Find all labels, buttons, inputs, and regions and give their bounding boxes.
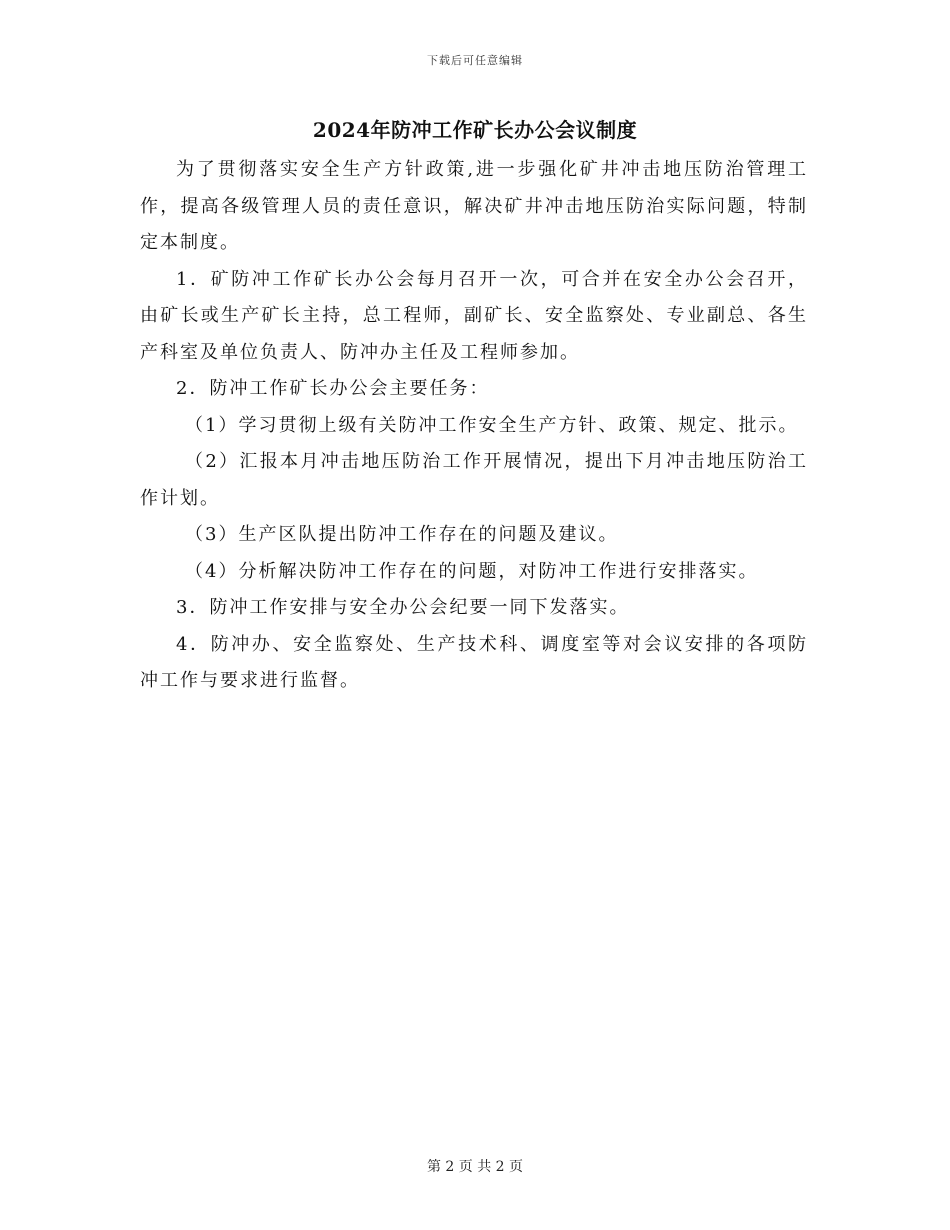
document-body [140, 152, 808, 700]
clause-3-paragraph: 3．防冲工作安排与安全办公会纪要一同下发落实。 [176, 597, 630, 618]
clause-2-item-4: （4）分析解决防冲工作存在的问题，对防冲工作进行安排落实。 [185, 560, 759, 582]
page-footer-page-number: 第 2 页 共 2 页 [426, 1159, 524, 1175]
clause-4-paragraph: 4．防冲办、安全监察处、生产技术科、调度室等对会议安排的各项防冲工作与要求进行监督。 [140, 633, 808, 691]
clause-2-item-2: （2）汇报本月冲击地压防治工作开展情况，提出下月冲击地压防治工作计划。 [140, 451, 808, 509]
intro-paragraph: 为了贯彻落实安全生产方针政策,进一步强化矿井冲击地压防治管理工作，提高各级管理人员的责任意识，解决矿井冲击地压防治实际问题，特制定本制度。 [140, 159, 808, 253]
clause-2-item-3: （3）生产区队提出防冲工作存在的问题及建议。 [185, 524, 619, 545]
clause-2-item-1: （1）学习贯彻上级有关防冲工作安全生产方针、政策、规定、批示。 [185, 414, 799, 436]
document-title: 2024年防冲工作矿长办公会议制度 [312, 118, 638, 142]
clause-1-paragraph: 1．矿防冲工作矿长办公会每月召开一次，可合并在安全办公会召开，由矿长或生产矿长主持，总工程师，副矿长、安全监察处、专业副总、各生产科室及单位负责人、防冲办主任及工程师参加。 [140, 268, 808, 363]
page-header-note: 下载后可任意编辑 [427, 54, 523, 67]
clause-2-paragraph: 2．防冲工作矿长办公会主要任务： [176, 378, 490, 399]
